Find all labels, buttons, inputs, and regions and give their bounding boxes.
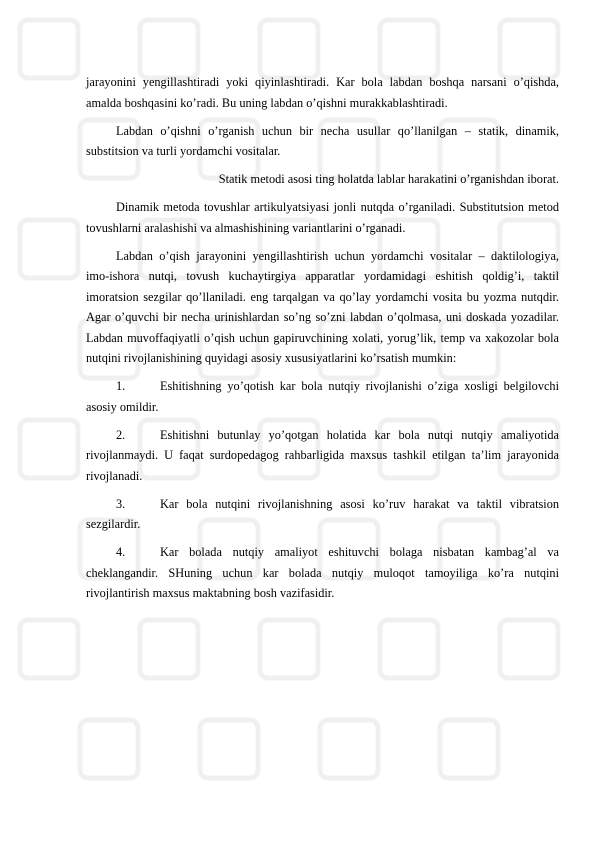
paragraph: jarayonini yengillashtiradi yoki qiyinlashtiradi. Kar bola labdan boshqa narsani o’qishda, amalda boshqasini ko’radi. Bu uning labdan o’qishni murakkablashtiradi. bbox=[86, 75, 559, 110]
paragraph: Statik metodi asosi ting holatda lablar harakatini o’rganishdan iborat. bbox=[218, 172, 559, 186]
list-text: Kar bola nutqini rivojlanishning asosi ko’ruv harakat va taktil vibratsion sezgilardir. bbox=[86, 496, 559, 531]
list-number: 3. bbox=[116, 496, 126, 511]
list-text: Eshitishning yo’qotish kar bola nutqiy rivojlanishi o’ziga xosligi belgilovchi asosiy omildir. bbox=[86, 379, 559, 414]
list-number: 1. bbox=[116, 379, 126, 393]
list-number: 4. bbox=[116, 545, 126, 559]
list-item bbox=[86, 494, 559, 535]
list-item bbox=[86, 425, 559, 487]
list-text: Kar bolada nutqiy amaliyot eshituvchi bolaga nisbatan kambag’al va cheklangandir. SHuning uchun kar bolada nutqiy muloqot tamoyiliga ko’ra nutqini rivojlantirish maxsus maktabning bosh vazifasidir. bbox=[86, 545, 559, 600]
body-text bbox=[86, 72, 559, 611]
paragraph: Dinamik metoda tovushlar artikulyatsiyasi jonli nutqda o’rganiladi. Substitutsion metod tovushlarni aralashishi va almashishining variantlarini o’rganadi. bbox=[86, 200, 559, 235]
list-text: Eshitishni butunlay yo’qotgan holatida kar bola nutqi nutqiy amaliyotida rivojlanmaydi. U faqat surdopedagog rahbarligida maxsus tashkil etilgan ta’lim jarayonida rivojlanadi. bbox=[86, 427, 559, 483]
list-number: 2. bbox=[116, 427, 126, 442]
paragraph: Labdan o’qish jarayonini yengillashtirish uchun yordamchi vositalar – daktilologiya, imo-ishora nutqi, tovush kuchaytirgiya apparatlar yordamidagi eshitish qoldig’i, taktil imoratsion sezgilar qo’llaniladi. eng tarqalgan va qo’lay yordamchi vosita bu yozma nutqdir. Agar o’quvchi bir necha urinishlardan so’ng so’zni labdan o’qolmasa, uni doskada yozadilar. Labdan muvoffaqiyatli o’qish uchun gapiruvchining xolati, yorug’lik, temp va xakozolar bola nutqini rivojlanishining quyidagi asosiy xususiyatlarini ko’rsatish mumkin: bbox=[86, 248, 559, 365]
paragraph: Labdan o’qishni o’rganish uchun bir necha usullar qo’llanilgan – statik, dinamik, substitsion va turli yordamchi vositalar. bbox=[86, 123, 559, 158]
list-item bbox=[86, 376, 559, 417]
list-item bbox=[86, 542, 559, 604]
